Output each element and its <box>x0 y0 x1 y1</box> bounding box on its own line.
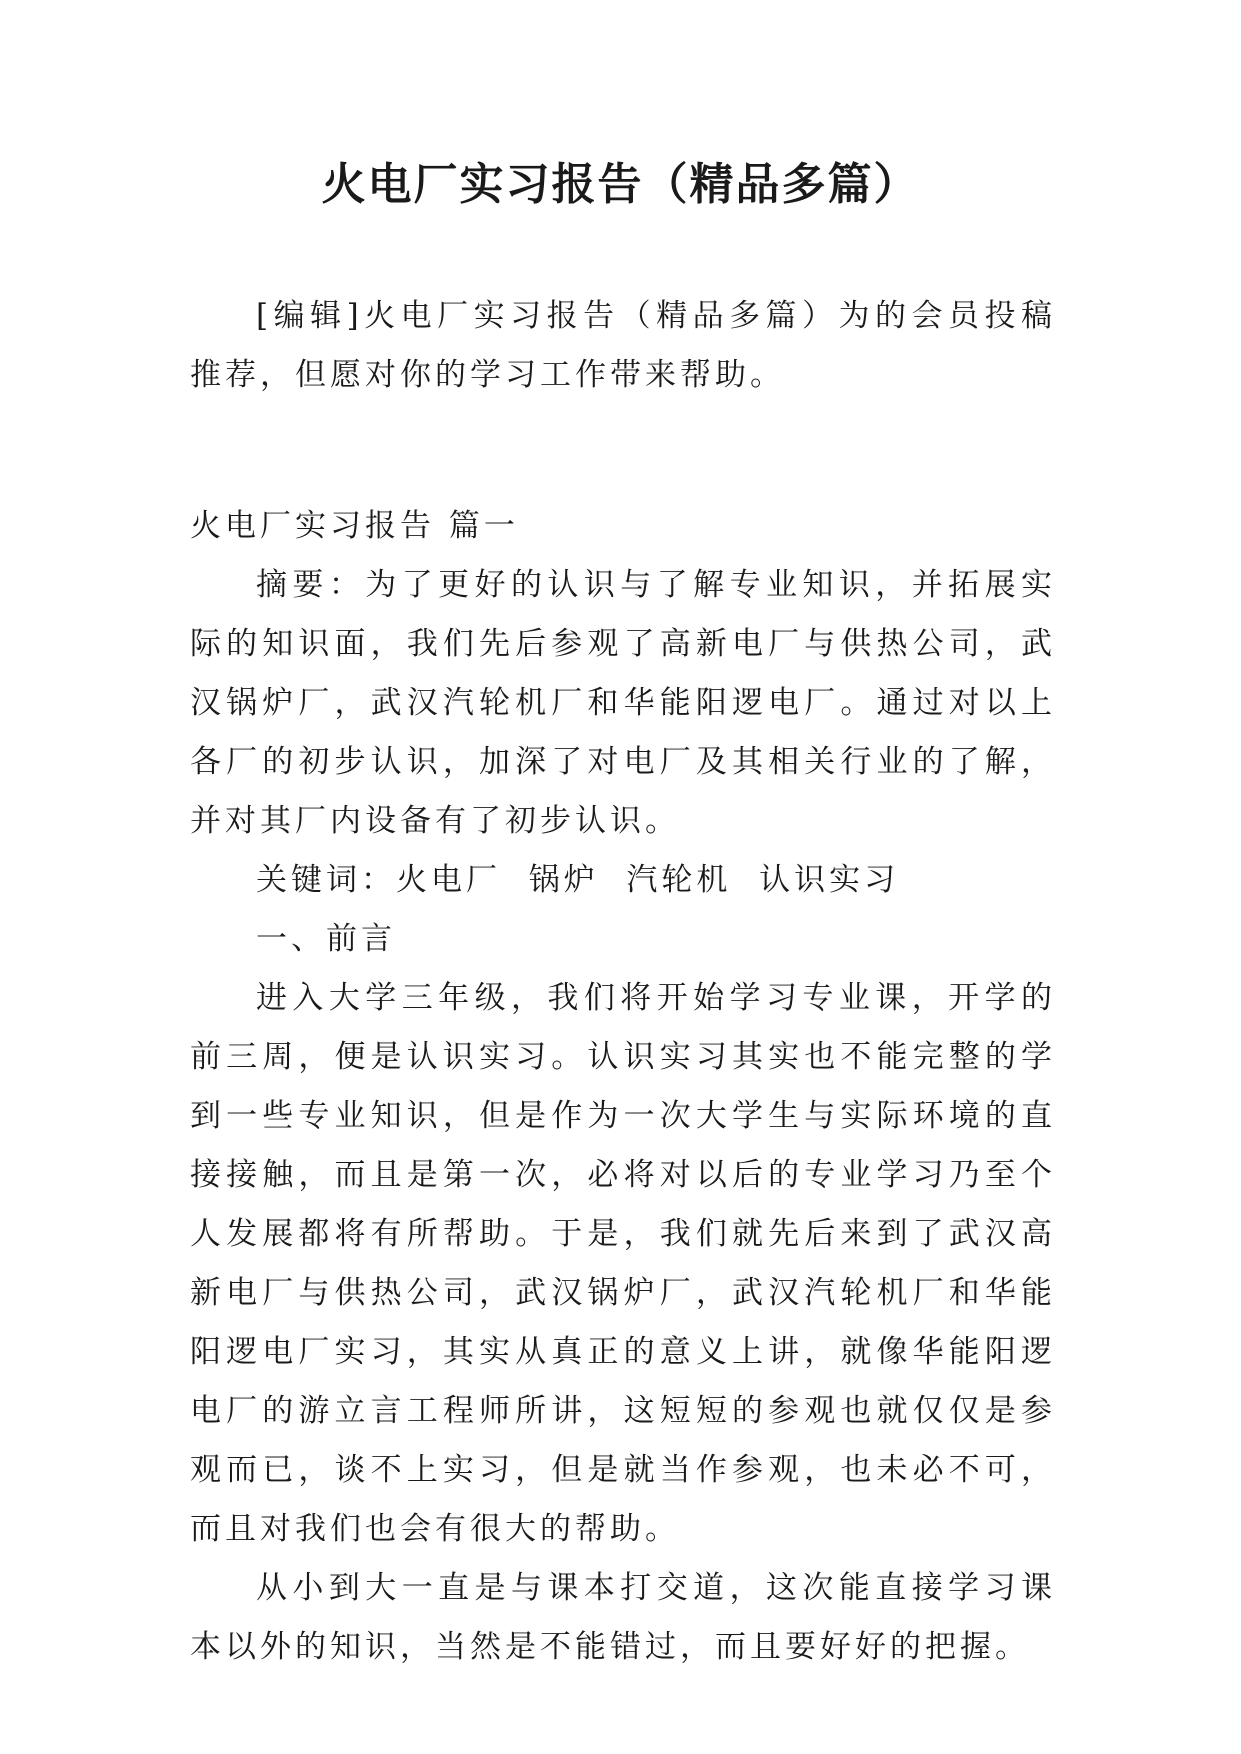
subsection-heading: 一、前言 <box>256 921 396 957</box>
document-title: 火电厂实习报告（精品多篇） <box>321 159 920 210</box>
body-paragraph: 从小到大一直是与课本打交道，这次能直接学习课本以外的知识，当然是不能错过，而且要好好的把握。 <box>190 1570 1056 1665</box>
section-heading: 火电厂实习报告 篇一 <box>190 508 519 544</box>
body-paragraph: 进入大学三年级，我们将开始学习专业课，开学的前三周，便是认识实习。认识实习其实也不能完整的学到一些专业知识，但是作为一次大学生与实际环境的直接接触，而且是第一次，必将对以后的专业学习乃至个人发展都将有所帮助。于是，我们就先后来到了武汉高新电厂与供热公司，武汉锅炉厂，武汉汽轮机厂和华能阳逻电厂实习，其实从真正的意义上讲，就像华能阳逻电厂的游立言工程师所讲，这短短的参观也就仅仅是参观而已，谈不上实习，但是就当作参观，也未必不可，而且对我们也会有很大的帮助。 <box>190 980 1056 1547</box>
intro-paragraph: [编辑]火电厂实习报告（精品多篇）为的会员投稿推荐，但愿对你的学习工作带来帮助。 <box>190 298 1056 393</box>
abstract-paragraph: 摘要：为了更好的认识与了解专业知识，并拓展实际的知识面，我们先后参观了高新电厂与供热公司，武汉锅炉厂，武汉汽轮机厂和华能阳逻电厂。通过对以上各厂的初步认识，加深了对电厂及其相关行业的了解，并对其厂内设备有了初步认识。 <box>190 567 1056 839</box>
spacer <box>190 405 1056 497</box>
document-body <box>190 287 1056 1677</box>
keywords-paragraph: 关键词：火电厂 锅炉 汽轮机 认识实习 <box>256 862 900 898</box>
